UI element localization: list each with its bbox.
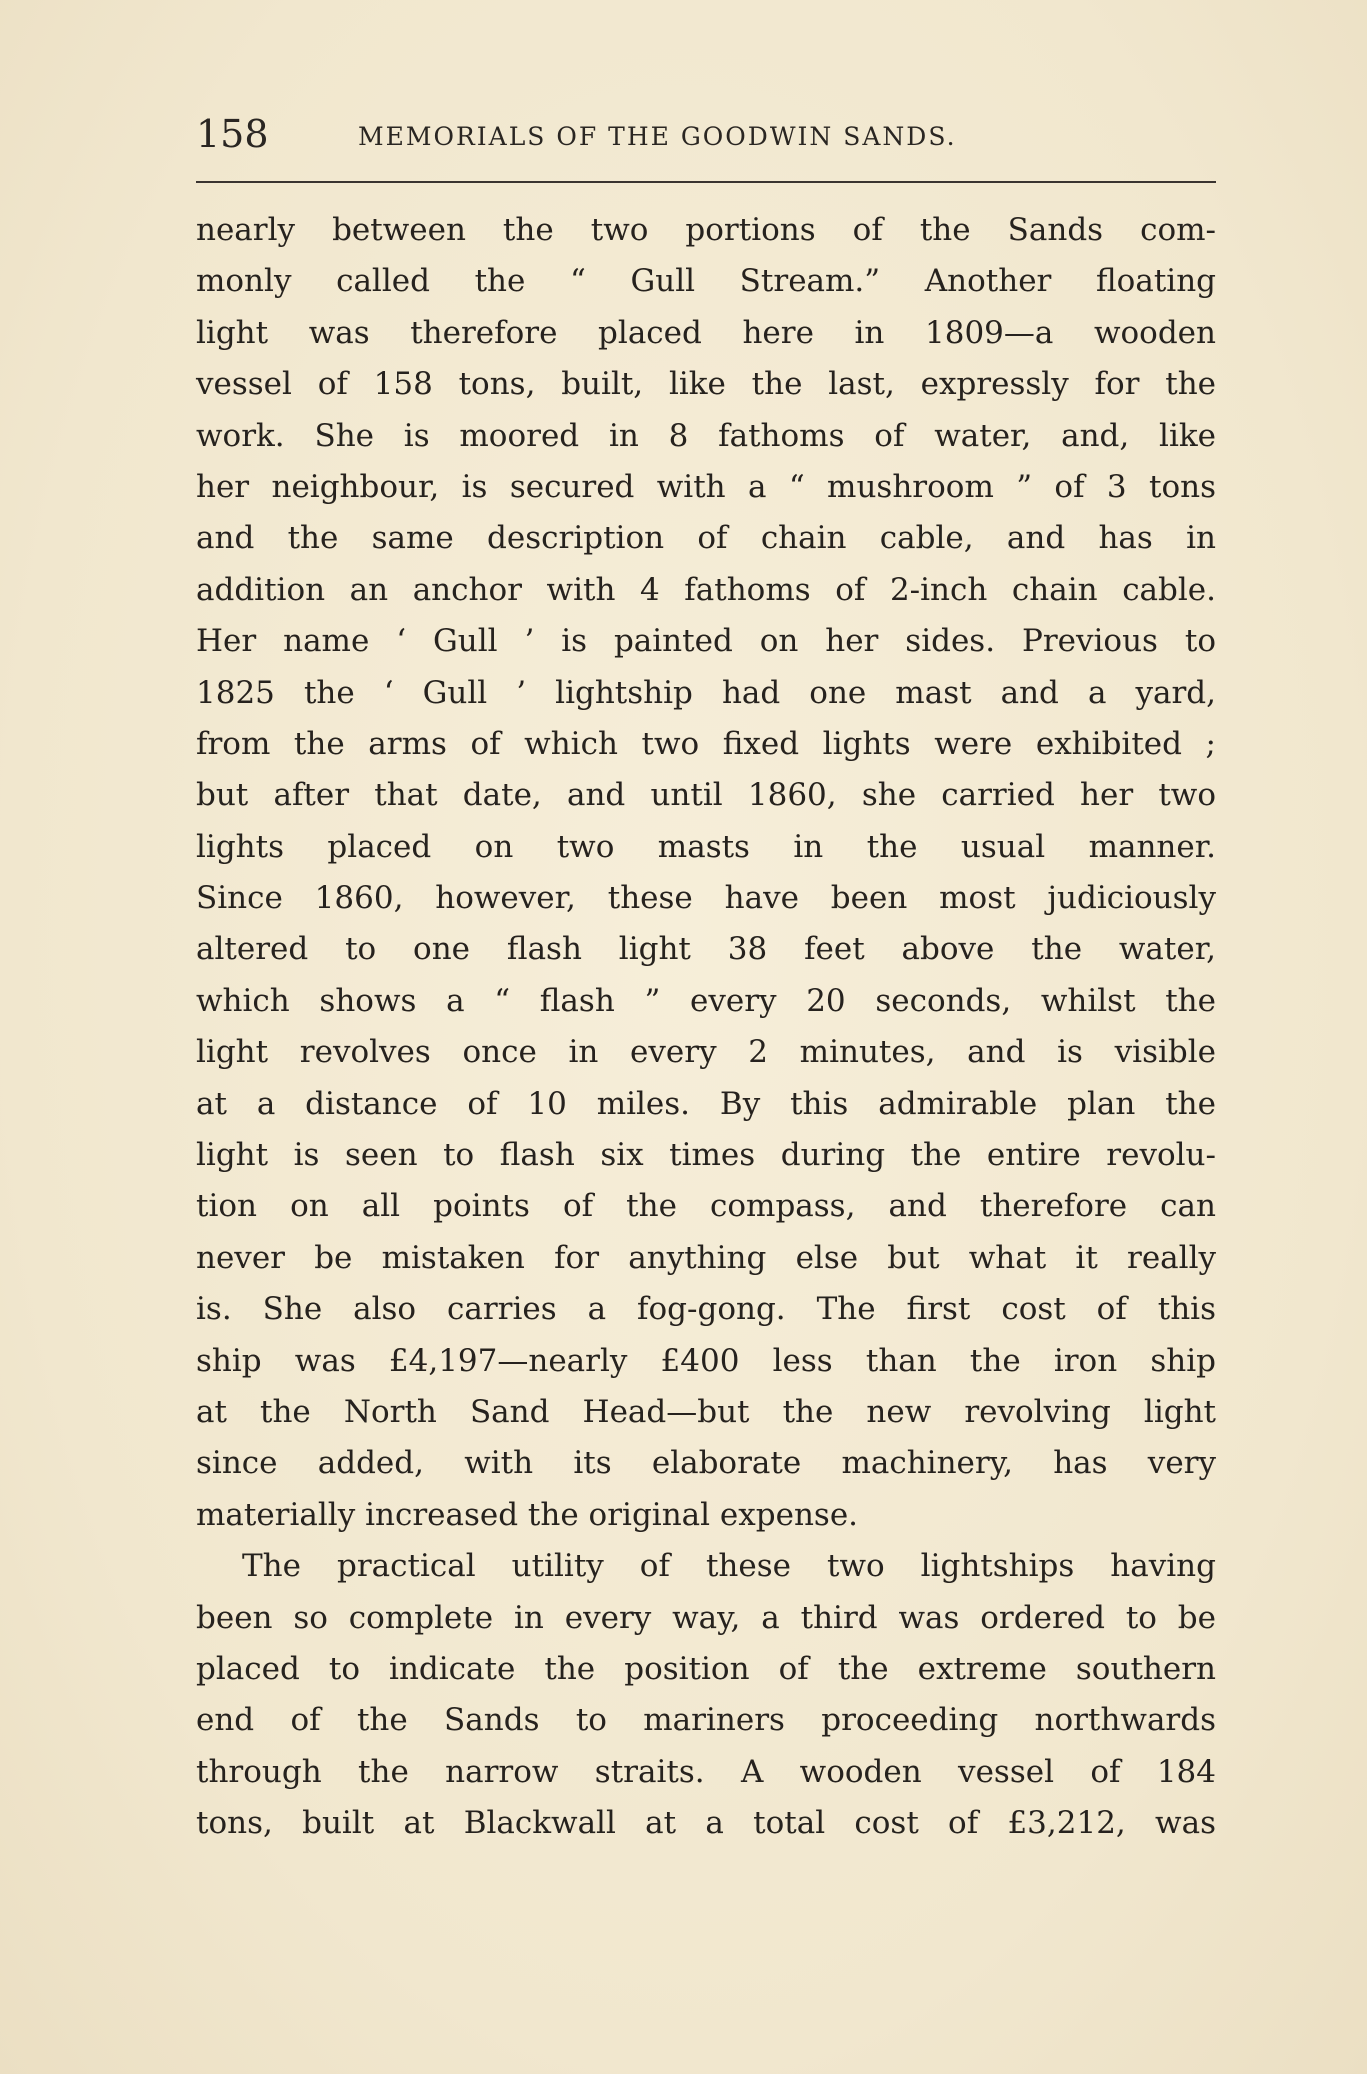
text-line: which shows a “ flash ” every 20 seconds, whilst the bbox=[196, 982, 1216, 1019]
text-line: vessel of 158 tons, built, like the last, expressly for the bbox=[196, 366, 1216, 403]
text-line: altered to one flash light 38 feet above the water, bbox=[196, 931, 1216, 968]
text-line: Since 1860, however, these have been most judiciously bbox=[196, 880, 1216, 917]
text-line: from the arms of which two fixed lights were exhibited ; bbox=[196, 725, 1216, 762]
text-line: and the same description of chain cable, and has in bbox=[196, 520, 1216, 557]
text-line: ship was £4,197—nearly £400 less than the iron ship bbox=[196, 1342, 1216, 1379]
text-line: but after that date, and until 1860, she carried her two bbox=[196, 777, 1216, 814]
text-line: Her name ‘ Gull ’ is painted on her sides. Previous to bbox=[196, 623, 1216, 660]
text-line: light revolves once in every 2 minutes, and is visible bbox=[196, 1034, 1216, 1071]
text-line: placed to indicate the position of the extreme southern bbox=[196, 1650, 1216, 1687]
text-line: tion on all points of the compass, and therefore can bbox=[196, 1188, 1216, 1225]
text-line: monly called the “ Gull Stream.” Another floating bbox=[196, 263, 1216, 300]
text-line: her neighbour, is secured with a “ mushroom ” of 3 tons bbox=[196, 468, 1216, 505]
text-line: light was therefore placed here in 1809—a wooden bbox=[196, 314, 1216, 351]
text-line: through the narrow straits. A wooden vessel of 184 bbox=[196, 1753, 1216, 1790]
page-number: 158 bbox=[196, 112, 269, 156]
running-title: MEMORIALS OF THE GOODWIN SANDS. bbox=[358, 122, 957, 151]
text-line: lights placed on two masts in the usual manner. bbox=[196, 828, 1216, 865]
text-line: is. She also carries a fog-gong. The first cost of this bbox=[196, 1291, 1216, 1328]
header-rule bbox=[196, 181, 1216, 183]
text-line: 1825 the ‘ Gull ’ lightship had one mast and a yard, bbox=[196, 674, 1216, 711]
text-line: never be mistaken for anything else but what it really bbox=[196, 1239, 1216, 1276]
text-line: materially increased the original expense. bbox=[196, 1496, 859, 1533]
text-line: at the North Sand Head—but the new revolving light bbox=[196, 1393, 1216, 1430]
text-line: tons, built at Blackwall at a total cost of £3,212, was bbox=[196, 1805, 1216, 1842]
text-line: light is seen to flash six times during the entire revolu- bbox=[196, 1137, 1216, 1174]
text-line: end of the Sands to mariners proceeding northwards bbox=[196, 1702, 1216, 1739]
text-line: addition an anchor with 4 fathoms of 2-inch chain cable. bbox=[196, 571, 1216, 608]
text-line: The practical utility of these two lightships having bbox=[242, 1548, 1216, 1585]
body-text bbox=[196, 205, 1216, 1850]
text-line: been so complete in every way, a third was ordered to be bbox=[196, 1599, 1216, 1636]
text-line: work. She is moored in 8 fathoms of water, and, like bbox=[196, 417, 1216, 454]
text-line: nearly between the two portions of the Sands com- bbox=[196, 212, 1216, 248]
text-line: at a distance of 10 miles. By this admirable plan the bbox=[196, 1085, 1216, 1122]
text-line: since added, with its elaborate machinery, has very bbox=[196, 1445, 1216, 1482]
page-header bbox=[196, 112, 1216, 172]
